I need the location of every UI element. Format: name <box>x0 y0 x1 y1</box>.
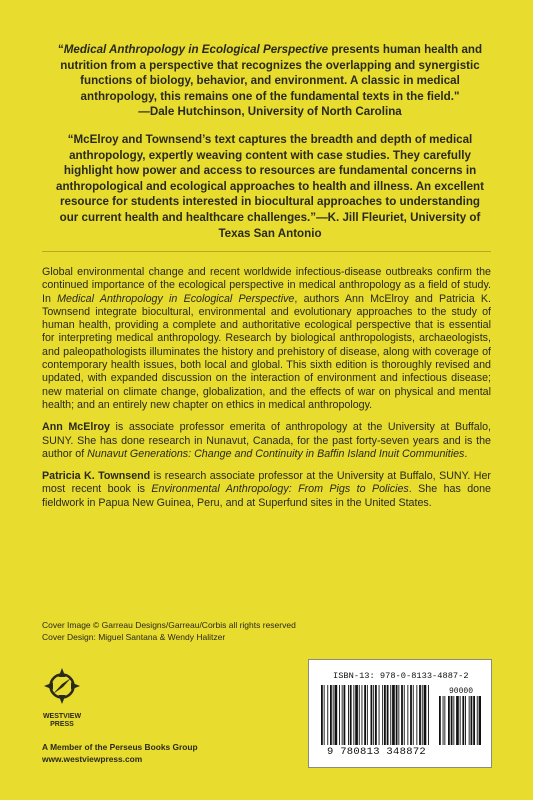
barcode-bar <box>398 685 399 745</box>
barcode-addon-bar <box>477 696 478 745</box>
barcode-bar <box>373 685 374 745</box>
barcode-bar <box>396 685 398 745</box>
barcode-bar <box>387 685 389 745</box>
description-paragraph <box>42 266 491 412</box>
barcode-addon-bar <box>448 696 450 745</box>
barcode-bar <box>416 685 417 745</box>
barcode-bar <box>333 685 334 745</box>
barcode-addon-bar <box>465 696 466 745</box>
barcode-bar <box>419 685 421 745</box>
barcode-addon-bar <box>473 696 475 745</box>
barcode-bar <box>364 685 366 745</box>
quote-2 <box>52 132 488 241</box>
barcode-bar <box>375 685 377 745</box>
barcode-bar <box>335 685 338 745</box>
author-2-book: Environmental Anthropology: From Pigs to Policies <box>151 483 409 496</box>
barcode-bar <box>359 685 360 745</box>
quote-2-attribution: —K. Jill Fleuriet, University of Texas San Antonio <box>218 210 481 240</box>
barcode-bar <box>350 685 352 745</box>
westview-press-logo <box>42 664 87 742</box>
barcode-number: 9 780813 348872 <box>327 746 427 758</box>
quote-2-text: “McElroy and Townsend’s text captures the breadth and depth of medical anthropology, expertly weaving content with case studies. They carefully highlight how power and access to resources are fundamental concerns in anthropological and ecological approaches to health and illness. An excellent resource for students interested in biocultural approaches to understanding our current health and healthcare challenges.” <box>56 132 484 224</box>
author-1-bio <box>42 421 491 461</box>
barcode-bar <box>424 685 427 745</box>
barcode-addon-bar <box>444 696 445 745</box>
publisher-member-line: A Member of the Perseus Books Group <box>42 742 198 752</box>
author-2-bio-end: . She has done fieldwork in Papua New Guinea, Peru, and at Superfund sites in the United States. <box>42 483 491 509</box>
isbn-label <box>333 671 469 681</box>
author-2-name: Patricia K. Townsend <box>42 470 151 483</box>
barcode-bar <box>353 685 354 745</box>
author-1-name: Ann McElroy <box>42 421 110 434</box>
publisher-info <box>42 741 198 765</box>
author-2-bio <box>42 470 491 510</box>
description-text-cont: , authors Ann McElroy and Patricia K. Townsend integrate biocultural, environmental and evolutionary approaches to the study of human health, providing a complete and authoritative ecological perspective that is essential for interpreting medical anthropology. Research by biological anthropologists, archaeologists, and paleopathologists illuminates the history and prehistory of disease, along with coverage of contemporary health issues, both local and global. This sixth edition is thoroughly revised and updated, with expanded discussion on the interaction of environment and infectious disease; new material on climate change, globalization, and the effects of war on physical and mental health; and an entirely new chapter on ethics in medical anthropology. <box>42 292 491 411</box>
barcode-bar <box>428 685 429 745</box>
author-2-bio-text: is research associate professor at the University at Buffalo, SUNY. Her most recent book is <box>42 470 491 496</box>
quote-1-attribution: —Dale Hutchinson, University of North Carolina <box>138 105 402 119</box>
barcode-bars <box>321 685 481 749</box>
barcode-bar <box>413 685 414 745</box>
barcode-addon-bar <box>471 696 473 745</box>
barcode-bar <box>422 685 423 745</box>
endorsement-quotes <box>52 42 488 241</box>
barcode-bar <box>392 685 395 745</box>
barcode-addon-bar <box>479 696 481 745</box>
barcode-addon-bar <box>439 696 441 745</box>
barcode-bar <box>384 685 386 745</box>
barcode-bar <box>330 685 332 745</box>
quote-1-book-title: Medical Anthropology in Ecological Perspective <box>63 43 329 56</box>
quote-1: “Medical Anthropology in Ecological Perspective presents human health and nutrition from a perspective that recognizes the overlapping and synergistic functions of biology, behavior, and environment. A classic in medical anthropology, this remains one of the fundamental texts in the field." —Dale Hutchinson, University of North Carolina <box>52 42 488 120</box>
barcode-bar <box>390 685 391 745</box>
cover-image-credit: Cover Image © Garreau Designs/Garreau/Corbis all rights reserved <box>42 620 296 630</box>
isbn-number: ISBN-13: 978-0-8133-4887-2 <box>333 671 469 681</box>
author-1-bio-end: . <box>464 447 468 460</box>
author-1-bio-text: is associate professor emerita of anthropology at the University at Buffalo, SUNY. She has done research in Nunavut, Canada, for the past forty-seven years and is the author of <box>42 421 491 460</box>
logo-text-westview: WESTVIEW <box>42 713 82 720</box>
compass-icon <box>42 664 87 742</box>
barcode-bar <box>404 685 405 745</box>
barcode-bar <box>410 685 412 745</box>
barcode-bar <box>401 685 403 745</box>
barcode-addon-bar <box>453 696 454 745</box>
barcode-addon-bar <box>456 696 459 745</box>
publisher-url: www.westviewpress.com <box>42 754 143 764</box>
barcode-bar <box>327 685 328 745</box>
divider-line <box>42 251 491 252</box>
barcode-addon-bar <box>460 696 461 745</box>
barcode-addon: 90000 <box>448 687 474 696</box>
barcode-bar <box>371 685 373 745</box>
barcode-bar <box>342 685 343 745</box>
barcode-bar <box>324 685 325 745</box>
barcode-bar <box>321 685 323 745</box>
cover-credits <box>42 620 296 643</box>
description-book-title: Medical Anthropology in Ecological Perspective <box>57 292 295 305</box>
barcode-addon-bar <box>443 696 444 745</box>
barcode-bar <box>355 685 358 745</box>
barcode-bar <box>367 685 368 745</box>
barcode-addon-bar <box>451 696 453 745</box>
barcode-bar <box>382 685 383 745</box>
barcode-addon-bar <box>462 696 464 745</box>
author-1-book: Nunavut Generations: Change and Continuity in Baffin Island Inuit Communities <box>87 447 465 460</box>
barcode-addon-bar <box>469 696 470 745</box>
barcode-bar <box>344 685 346 745</box>
quote-1-text: presents human health and nutrition from a perspective that recognizes the overlapping and synergistic functions of biology, behavior, and environment. A classic in medical anthropology, this remains one of the fundamental texts in the field." <box>60 43 483 103</box>
barcode-bar <box>348 685 349 745</box>
barcode-bar <box>362 685 363 745</box>
book-description <box>42 266 491 519</box>
barcode-bar <box>379 685 380 745</box>
cover-design-credit: Cover Design: Miguel Santana & Wendy Halitzer <box>42 631 226 642</box>
description-text: Global environmental change and recent worldwide infectious-disease outbreaks confirm the continued importance of the ecological perspective in medical anthropology as a field of study. In <box>42 266 491 305</box>
isbn-barcode <box>308 659 492 768</box>
barcode-bar <box>339 685 340 745</box>
logo-text-press: PRESS <box>50 721 74 728</box>
barcode-bar <box>407 685 408 745</box>
